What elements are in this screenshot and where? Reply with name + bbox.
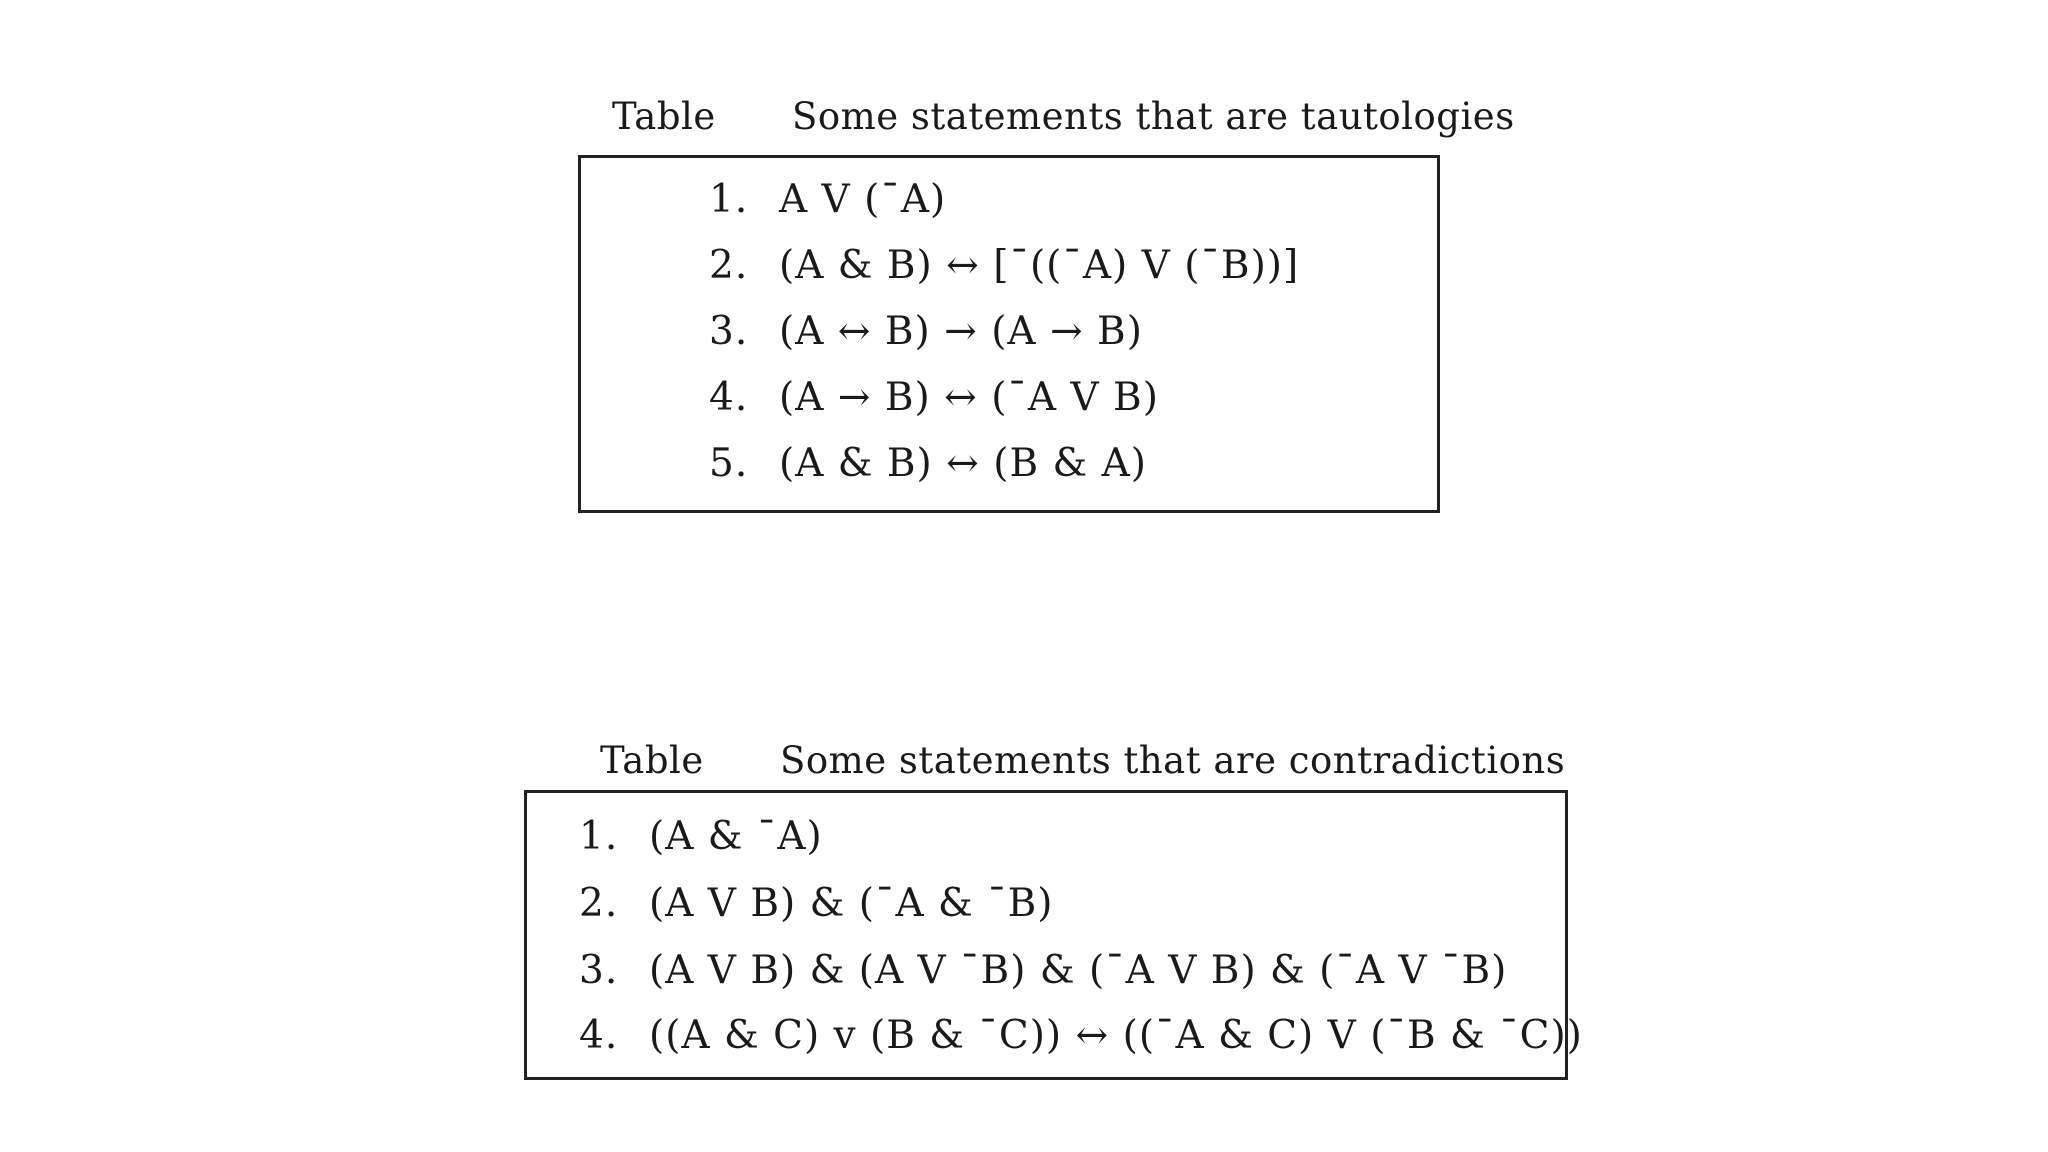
row-number: 1. [579, 814, 619, 859]
table-row [709, 172, 1409, 228]
table-row [579, 1008, 1583, 1064]
row-number: 2. [709, 243, 749, 288]
table-label: Table [600, 739, 704, 782]
row-formula: ((A & C) v (B & ¯C)) ↔ ((¯A & C) V (¯B & ¯C)) [649, 1013, 1583, 1058]
table-title: Some statements that are tautologies [792, 95, 1515, 138]
row-formula: A V (¯A) [779, 177, 947, 222]
row-formula: (A & B) ↔ (B & A) [779, 441, 1147, 486]
table-label: Table [612, 95, 716, 138]
table-row [579, 809, 1559, 865]
tautologies-table [578, 155, 1440, 513]
row-formula: (A V B) & (A V ¯B) & (¯A V B) & (¯A V ¯B) [649, 948, 1508, 993]
row-formula: (A V B) & (¯A & ¯B) [649, 881, 1054, 926]
table-row [709, 370, 1409, 426]
table-row [579, 876, 1559, 932]
row-formula: (A & ¯A) [649, 814, 823, 859]
row-formula: (A & B) ↔ [¯((¯A) V (¯B))] [779, 243, 1300, 288]
row-number: 2. [579, 881, 619, 926]
row-number: 1. [709, 177, 749, 222]
table-caption-tautologies [612, 92, 1515, 142]
row-number: 3. [709, 309, 749, 354]
row-number: 4. [579, 1013, 619, 1058]
table-caption-contradictions [600, 736, 1566, 786]
row-number: 5. [709, 441, 749, 486]
row-number: 3. [579, 948, 619, 993]
contradictions-table [524, 790, 1583, 1080]
table-row [579, 943, 1559, 999]
table-row [709, 304, 1409, 360]
row-number: 4. [709, 375, 749, 420]
row-formula: (A ↔ B) → (A → B) [779, 309, 1143, 354]
row-formula: (A → B) ↔ (¯A V B) [779, 375, 1159, 420]
table-title: Some statements that are contradictions [780, 739, 1566, 782]
table-row [709, 238, 1409, 294]
table-row [709, 436, 1409, 492]
